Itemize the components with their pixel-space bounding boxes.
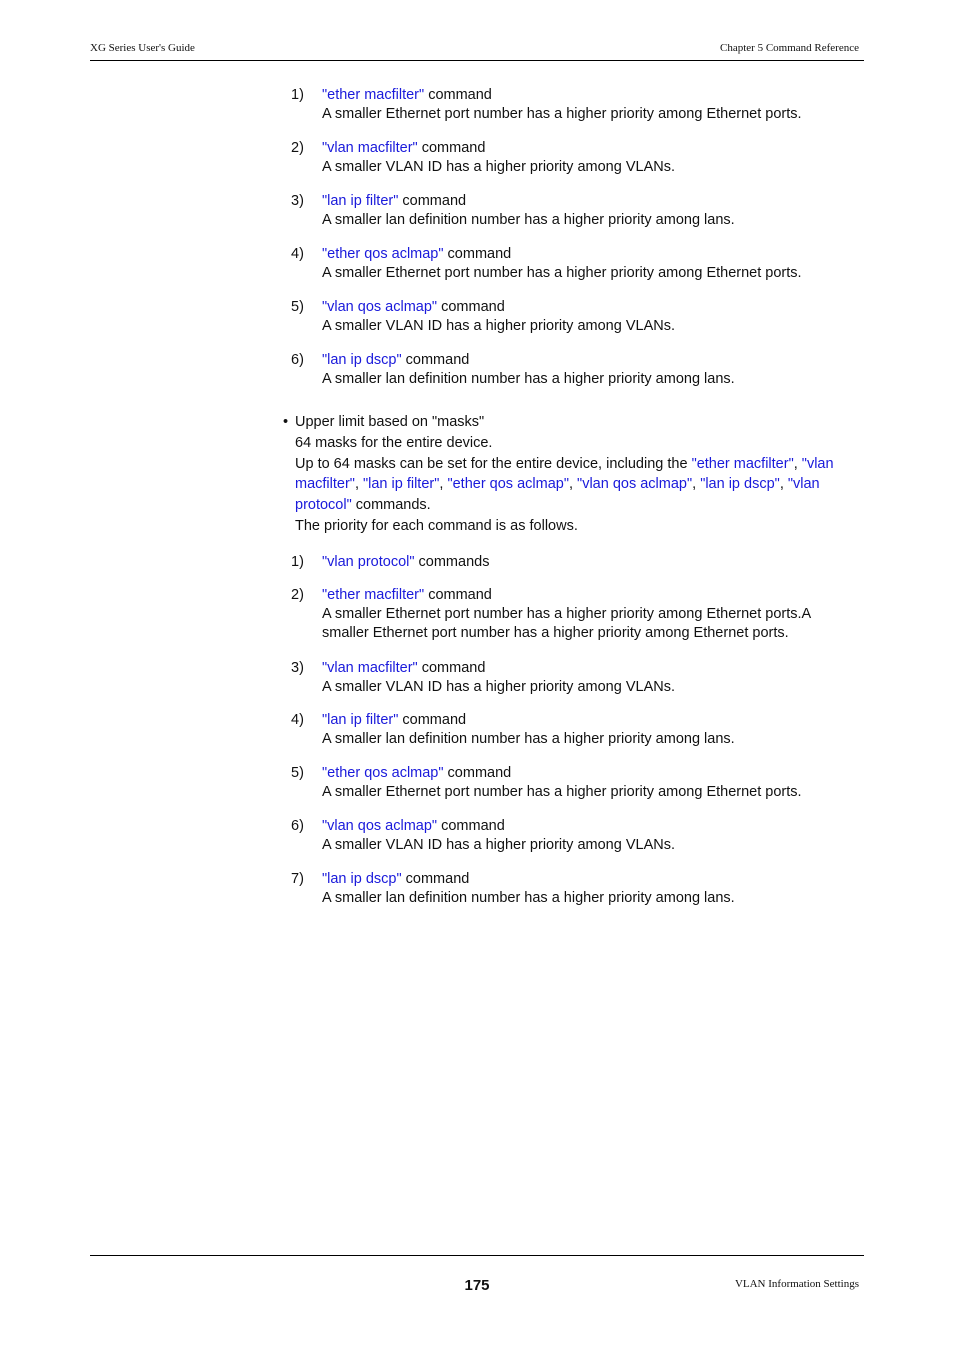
item-number: 3): [291, 660, 304, 676]
item-number: 1): [291, 87, 304, 103]
footer-divider: [90, 1255, 864, 1256]
masks-bullet: • Upper limit based on "masks" 64 masks for the entire device. Up to 64 masks can be set for the entire device, including the "ether macfilter", "vlan macfilter", "lan ip filter", "ether qos aclmap", "vlan qos aclmap", "lan ip dscp", "vlan protocol" commands. The priority for each command is as follows.: [283, 414, 834, 534]
command-link[interactable]: "vlan qos aclmap": [577, 476, 693, 493]
command-link[interactable]: "lan ip dscp": [322, 352, 402, 368]
item-description: A smaller VLAN ID has a higher priority among VLANs.: [322, 837, 675, 853]
command-link[interactable]: "vlan protocol": [295, 476, 820, 514]
list2-item: 4) "lan ip filter" command A smaller lan definition number has a higher priority among lans.: [291, 712, 735, 747]
header-guide-title: XG Series User's Guide: [90, 42, 195, 54]
item-number: 2): [291, 587, 304, 603]
command-link[interactable]: "lan ip dscp": [700, 476, 780, 493]
list1-item: 5) "vlan qos aclmap" command A smaller VLAN ID has a higher priority among VLANs.: [291, 299, 675, 334]
item-number: 5): [291, 299, 304, 315]
command-link[interactable]: "ether macfilter": [322, 87, 425, 103]
list2-item: 2) "ether macfilter" command A smaller Ethernet port number has a higher priority among Ethernet ports.A smaller Ethernet port number has a higher priority among Ethernet ports.: [291, 587, 811, 641]
command-link[interactable]: "vlan macfilter": [295, 455, 834, 493]
item-number: 3): [291, 193, 304, 209]
command-link[interactable]: "ether qos aclmap": [322, 765, 444, 781]
list2-item: 7) "lan ip dscp" command A smaller lan definition number has a higher priority among lans.: [291, 871, 735, 906]
command-link[interactable]: "lan ip filter": [322, 193, 399, 209]
list2-item: 5) "ether qos aclmap" command A smaller Ethernet port number has a higher priority among Ethernet ports.: [291, 765, 802, 800]
item-description: A smaller lan definition number has a higher priority among lans.: [322, 212, 735, 228]
list1-item: 2) "vlan macfilter" command A smaller VLAN ID has a higher priority among VLANs.: [291, 140, 675, 175]
command-link[interactable]: "vlan qos aclmap": [322, 818, 438, 834]
item-number: 5): [291, 765, 304, 781]
item-number: 6): [291, 818, 304, 834]
item-description: A smaller lan definition number has a higher priority among lans.: [322, 371, 735, 387]
list2-item: 3) "vlan macfilter" command A smaller VLAN ID has a higher priority among VLANs.: [291, 660, 675, 695]
command-link[interactable]: "lan ip filter": [322, 712, 399, 728]
command-link[interactable]: "lan ip dscp": [322, 871, 402, 887]
list1-item: 1) "ether macfilter" command A smaller Ethernet port number has a higher priority among Ethernet ports.: [291, 87, 802, 122]
bullet-dot: •: [283, 414, 289, 430]
command-link[interactable]: "ether macfilter": [322, 587, 425, 603]
item-description: A smaller VLAN ID has a higher priority among VLANs.: [322, 159, 675, 175]
command-link[interactable]: "ether qos aclmap": [322, 246, 444, 262]
page-number: 175: [464, 1277, 490, 1294]
command-link[interactable]: "vlan macfilter": [322, 660, 418, 676]
item-description: A smaller Ethernet port number has a higher priority among Ethernet ports.: [322, 784, 802, 800]
page-header: [90, 42, 864, 61]
item-number: 2): [291, 140, 304, 156]
bullet-title: Upper limit based on "masks": [295, 414, 485, 430]
command-link[interactable]: "ether qos aclmap": [447, 476, 569, 493]
item-number: 1): [291, 554, 304, 570]
item-description: A smaller Ethernet port number has a higher priority among Ethernet ports.: [322, 265, 802, 281]
command-link[interactable]: "lan ip filter": [363, 476, 440, 493]
footer-section-title: VLAN Information Settings: [734, 1278, 859, 1290]
item-description: A smaller lan definition number has a higher priority among lans.: [322, 890, 735, 906]
list2-item: 1) "vlan protocol" commands: [291, 554, 490, 570]
item-number: 4): [291, 246, 304, 262]
item-description: A smaller lan definition number has a higher priority among lans.: [322, 731, 735, 747]
item-number: 7): [291, 871, 304, 887]
list1-item: 6) "lan ip dscp" command A smaller lan definition number has a higher priority among lans.: [291, 352, 735, 387]
command-link[interactable]: "ether macfilter": [691, 455, 794, 472]
item-number: 4): [291, 712, 304, 728]
command-link[interactable]: "vlan protocol": [322, 554, 415, 570]
priority-line: The priority for each command is as follows.: [295, 517, 578, 534]
list1-item: 4) "ether qos aclmap" command A smaller Ethernet port number has a higher priority among Ethernet ports.: [291, 246, 802, 281]
header-chapter-title: Chapter 5 Command Reference: [720, 42, 859, 54]
command-link[interactable]: "vlan macfilter": [322, 140, 418, 156]
item-description: A smaller VLAN ID has a higher priority among VLANs.: [322, 679, 675, 695]
bullet-line: 64 masks for the entire device.: [295, 434, 493, 451]
list1-item: 3) "lan ip filter" command A smaller lan definition number has a higher priority among lans.: [291, 193, 735, 228]
command-link[interactable]: "vlan qos aclmap": [322, 299, 438, 315]
item-description: A smaller VLAN ID has a higher priority among VLANs.: [322, 318, 675, 334]
list2-item: 6) "vlan qos aclmap" command A smaller VLAN ID has a higher priority among VLANs.: [291, 818, 675, 853]
item-description: A smaller Ethernet port number has a higher priority among Ethernet ports.A smaller Ethernet port number has a higher priority among Ethernet ports.: [322, 606, 811, 641]
item-description: A smaller Ethernet port number has a higher priority among Ethernet ports.: [322, 106, 802, 122]
item-number: 6): [291, 352, 304, 368]
